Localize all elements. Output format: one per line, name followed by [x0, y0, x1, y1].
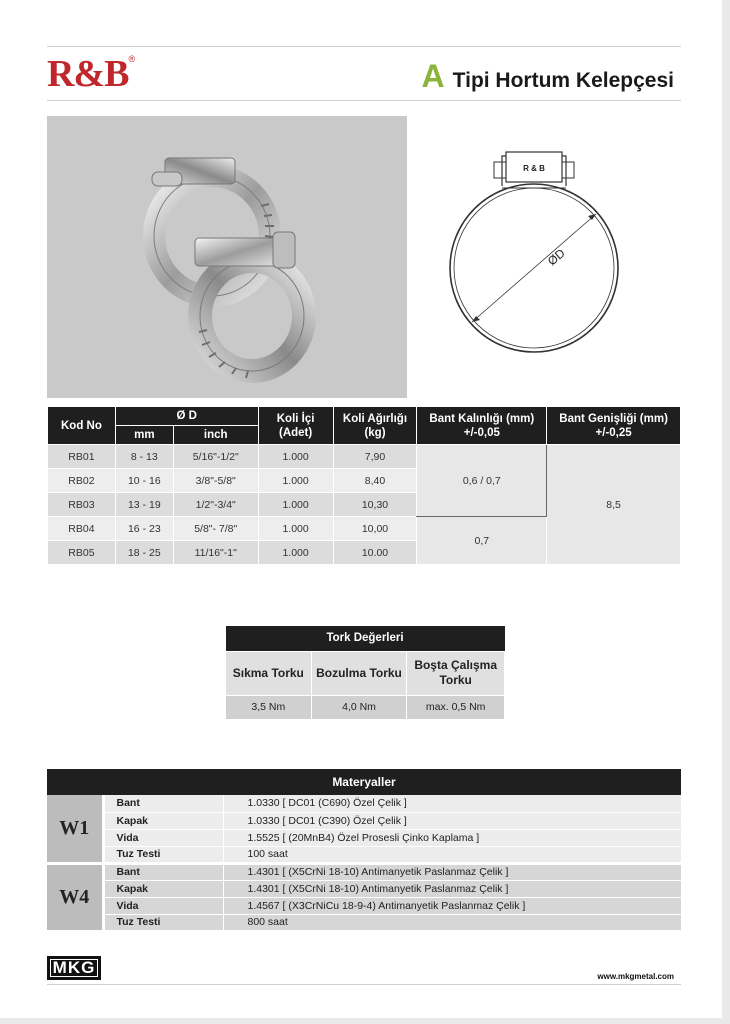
cell-kod: RB01	[48, 445, 116, 469]
material-key: Tuz Testi	[103, 914, 223, 931]
title-letter: A	[421, 58, 445, 94]
footer-rule	[47, 984, 681, 985]
cell-kod: RB02	[48, 469, 116, 493]
cell-mm: 16 - 23	[115, 517, 173, 541]
website-link[interactable]: www.mkgmetal.com	[597, 972, 674, 981]
cell-kalinlik-1: 0,6 / 0,7	[417, 445, 547, 517]
header-koli-ici: Koli İçi (Adet)	[258, 407, 333, 445]
header-mm: mm	[115, 426, 173, 445]
header-bant-genisligi: Bant Genişliği (mm) +/-0,25	[547, 407, 681, 445]
hose-clamp-photo	[47, 116, 407, 398]
cell-kg: 7,90	[333, 445, 417, 469]
cell-adet: 1.000	[258, 445, 333, 469]
torque-header: Sıkma Torku	[226, 651, 312, 695]
material-value: 1.4567 [ (X3CrNiCu 18-9-4) Antimanyetik Paslanmaz Çelik ]	[223, 897, 681, 914]
clamp-diagram	[440, 128, 660, 368]
material-group-code: W4	[47, 863, 103, 931]
mkg-logo: MKG	[47, 956, 101, 980]
material-key: Tuz Testi	[103, 846, 223, 863]
cell-mm: 8 - 13	[115, 445, 173, 469]
top-rule	[47, 46, 681, 47]
torque-table	[225, 626, 505, 720]
header-inch: inch	[173, 426, 258, 445]
material-value: 1.4301 [ (X5CrNi 18-10) Antimanyetik Paslanmaz Çelik ]	[223, 863, 681, 880]
cell-adet: 1.000	[258, 493, 333, 517]
material-value: 100 saat	[223, 846, 681, 863]
materials-table	[47, 769, 681, 933]
drawing-brand-label: R & B	[523, 164, 545, 173]
title-text: Tipi Hortum Kelepçesi	[452, 69, 674, 92]
cell-mm: 18 - 25	[115, 541, 173, 565]
cell-kod: RB05	[48, 541, 116, 565]
product-photo	[47, 116, 407, 398]
cell-inch: 1/2"-3/4"	[173, 493, 258, 517]
header-bant-kalinligi: Bant Kalınlığı (mm) +/-0,05	[417, 407, 547, 445]
material-value: 800 saat	[223, 914, 681, 931]
header-rule	[47, 100, 681, 101]
material-key: Vida	[103, 897, 223, 914]
cell-kg: 10,00	[333, 517, 417, 541]
cell-inch: 11/16"-1"	[173, 541, 258, 565]
material-row	[47, 846, 681, 863]
cell-kg: 8,40	[333, 469, 417, 493]
material-row	[47, 829, 681, 846]
header-od: Ø D	[115, 407, 258, 426]
header-kod-no: Kod No	[48, 407, 116, 445]
materials-title: Materyaller	[47, 769, 681, 795]
cell-kod: RB04	[48, 517, 116, 541]
brand-logo: R&B®	[47, 53, 135, 95]
cell-inch: 5/8"- 7/8"	[173, 517, 258, 541]
spec-table	[47, 406, 681, 565]
technical-drawing	[440, 128, 660, 368]
material-key: Bant	[103, 863, 223, 880]
material-value: 1.4301 [ (X5CrNi 18-10) Antimanyetik Paslanmaz Çelik ]	[223, 880, 681, 897]
cell-kg: 10.00	[333, 541, 417, 565]
cell-kg: 10,30	[333, 493, 417, 517]
header-koli-agirligi: Koli Ağırlığı (kg)	[333, 407, 417, 445]
material-key: Kapak	[103, 812, 223, 829]
diameter-label: ØD	[544, 246, 568, 269]
cell-kod: RB03	[48, 493, 116, 517]
material-value: 1.0330 [ DC01 (C690) Özel Çelik ]	[223, 795, 681, 812]
cell-mm: 13 - 19	[115, 493, 173, 517]
torque-value: 4,0 Nm	[311, 695, 407, 719]
cell-mm: 10 - 16	[115, 469, 173, 493]
material-group-code: W1	[47, 795, 103, 863]
material-value: 1.0330 [ DC01 (C390) Özel Çelik ]	[223, 812, 681, 829]
cell-inch: 5/16"-1/2"	[173, 445, 258, 469]
material-row	[47, 880, 681, 897]
cell-kalinlik-2: 0,7	[417, 517, 547, 565]
table-row	[48, 445, 681, 469]
cell-adet: 1.000	[258, 517, 333, 541]
material-key: Kapak	[103, 880, 223, 897]
material-row	[47, 897, 681, 914]
page-title	[422, 58, 674, 95]
material-key: Vida	[103, 829, 223, 846]
torque-header: Bozulma Torku	[311, 651, 407, 695]
cell-genislik: 8,5	[547, 445, 681, 565]
torque-header: Boşta Çalışma Torku	[407, 651, 505, 695]
torque-title: Tork Değerleri	[226, 626, 505, 651]
material-row	[47, 795, 681, 812]
cell-adet: 1.000	[258, 469, 333, 493]
torque-value: max. 0,5 Nm	[407, 695, 505, 719]
material-row	[47, 863, 681, 880]
torque-value: 3,5 Nm	[226, 695, 312, 719]
material-value: 1.5525 [ (20MnB4) Özel Prosesli Çinko Kaplama ]	[223, 829, 681, 846]
material-key: Bant	[103, 795, 223, 812]
cell-adet: 1.000	[258, 541, 333, 565]
cell-inch: 3/8"-5/8"	[173, 469, 258, 493]
material-row	[47, 914, 681, 931]
material-row	[47, 812, 681, 829]
